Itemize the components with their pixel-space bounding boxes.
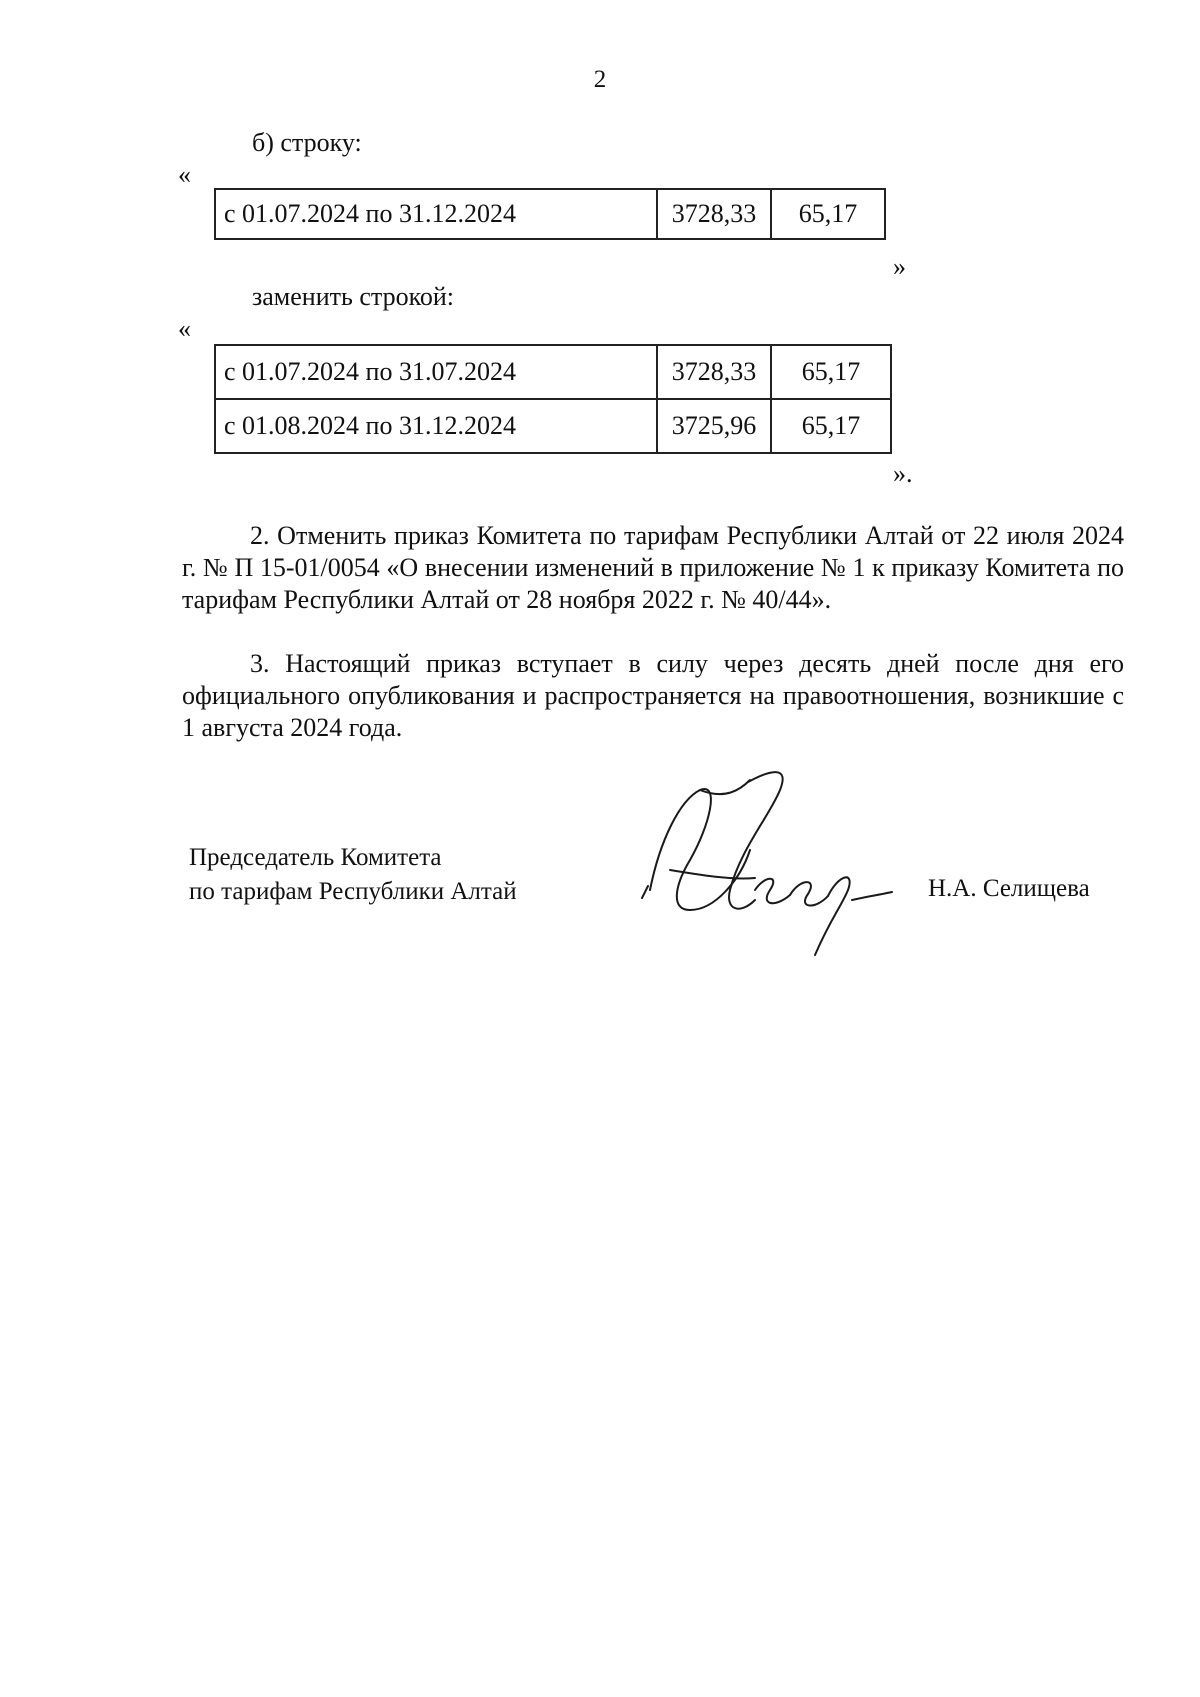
- value2-cell: 65,17: [771, 399, 891, 453]
- value2-cell: 65,17: [771, 345, 891, 399]
- value1-cell: 3728,33: [657, 189, 771, 239]
- value2-cell: 65,17: [771, 189, 885, 239]
- value1-cell: 3728,33: [657, 345, 771, 399]
- paragraph-2: 2. Отменить приказ Комитета по тарифам Республики Алтай от 22 июля 2024 г. № П 15-01/0054 «О внесении изменений в приложение № 1 к приказу Комитета по тарифам Республики Алтай от 28 ноября 2022 г. № 40/44».: [182, 521, 1124, 614]
- replace-close-quote: ».: [893, 459, 913, 488]
- handwritten-signature: [630, 770, 900, 960]
- value1-cell: 3725,96: [657, 399, 771, 453]
- original-row-table: [214, 188, 886, 240]
- period-cell: с 01.08.2024 по 31.12.2024: [215, 399, 657, 453]
- replace-open-quote: «: [178, 314, 191, 343]
- table-row: [215, 399, 891, 453]
- period-cell: с 01.07.2024 по 31.07.2024: [215, 345, 657, 399]
- section-b-open-quote: «: [178, 160, 191, 189]
- table-row: [215, 189, 885, 239]
- period-cell: с 01.07.2024 по 31.12.2024: [215, 189, 657, 239]
- signatory-title-line1: Председатель Комитета: [189, 844, 442, 871]
- page-number: 2: [593, 66, 607, 93]
- replace-label: заменить строкой:: [252, 282, 455, 311]
- signatory-title-line2: по тарифам Республики Алтай: [189, 878, 517, 905]
- signatory-title: [189, 841, 517, 909]
- table-row: [215, 345, 891, 399]
- replacement-rows-table: [214, 344, 892, 454]
- section-b-label: б) строку:: [252, 128, 362, 157]
- section-b-close-quote: »: [893, 252, 906, 281]
- signatory-name: Н.А. Селищева: [928, 875, 1090, 902]
- paragraph-3: 3. Настоящий приказ вступает в силу через десять дней после дня его официального опубликования и распространяется на правоотношения, возникшие с 1 августа 2024 года.: [182, 649, 1124, 742]
